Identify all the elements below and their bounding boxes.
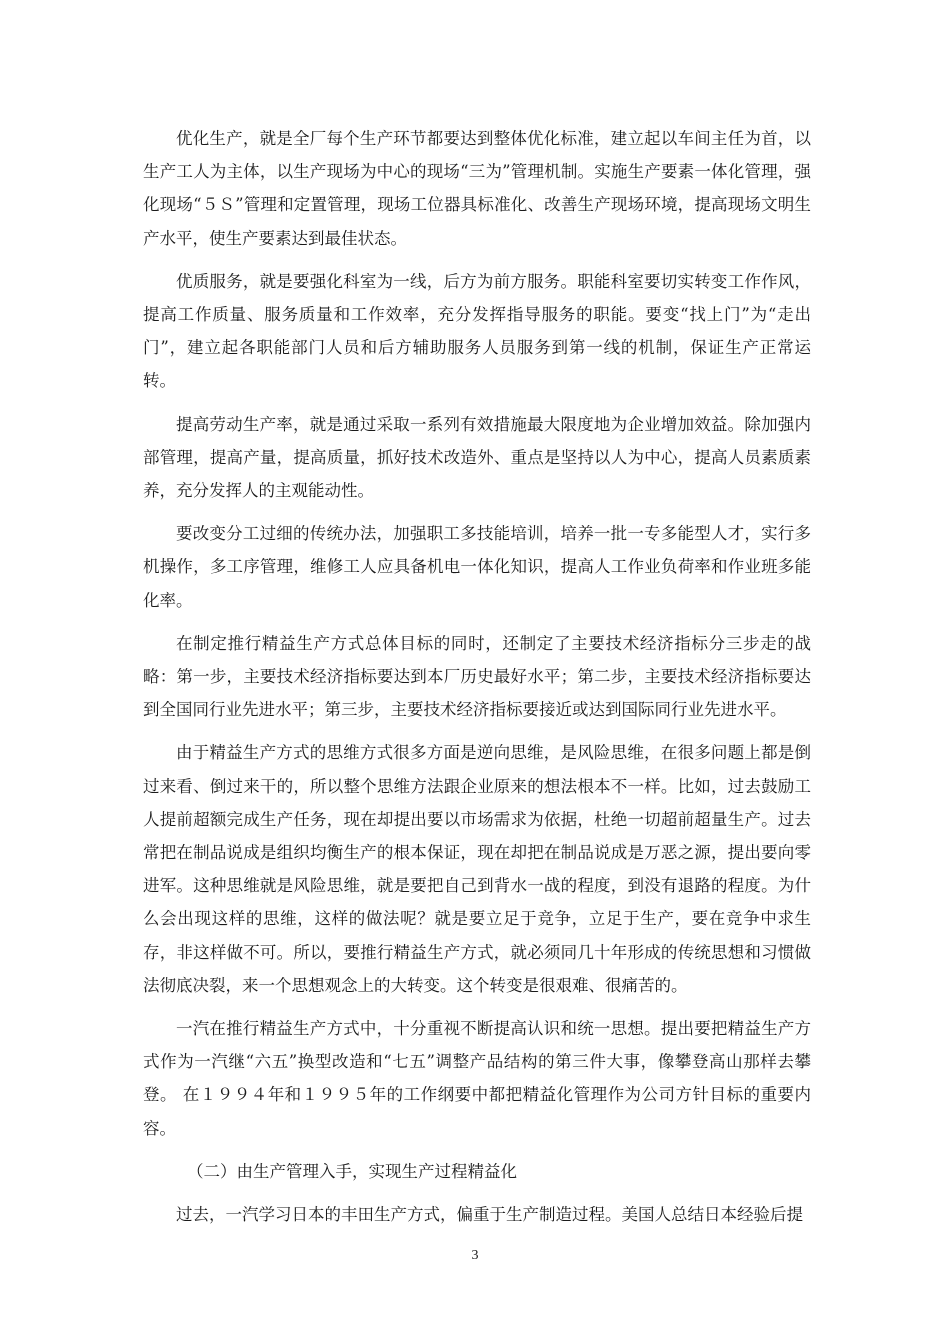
paragraph-toyota-production: 过去，一汽学习日本的丰田生产方式，偏重于生产制造过程。美国人总结日本经验后提 [176, 1205, 803, 1225]
page-number: 3 [471, 1248, 479, 1263]
paragraph-labor-productivity: 提高劳动生产率，就是通过采取一系列有效措施最大限度地为企业增加效益。除加强内部管理，提高产量，提高质量，抓好技术改造外、重点是坚持以人为中心，提高人员素质素养，充分发挥人的主观能动性。 [143, 414, 811, 501]
page-body [143, 122, 811, 1231]
paragraph-unify-thinking: 一汽在推行精益生产方式中，十分重视不断提高认识和统一思想。提出要把精益生产方式作为一汽继“六五”换型改造和“七五”调整产品结构的第三件大事，像攀登高山那样去攀登。 在１９９４年和１９９５年的工作纲要中都把精益化管理作为公司方针目标的重要内容。 [143, 1019, 811, 1138]
paragraph-three-step-strategy: 在制定推行精益生产方式总体目标的同时，还制定了主要技术经济指标分三步走的战略：第一步，主要技术经济指标要达到本厂历史最好水平；第二步，主要技术经济指标要达到全国同行业先进水平；第三步，主要技术经济指标要接近或达到国际同行业先进水平。 [143, 633, 811, 720]
section-heading: （二）由生产管理入手，实现生产过程精益化 [187, 1161, 517, 1181]
paragraph-multi-skill-training: 要改变分工过细的传统办法，加强职工多技能培训，培养一批一专多能型人才，实行多机操作，多工序管理，维修工人应具备机电一体化知识，提高人工作业负荷率和作业班多能化率。 [143, 524, 811, 610]
paragraph-optimize-production: 优化生产，就是全厂每个生产环节都要达到整体优化标准，建立起以车间主任为首，以生产工人为主体，以生产现场为中心的现场“三为”管理机制。实施生产要素一体化管理，强化现场“５Ｓ”管理和定置管理，现场工位器具标准化、改善生产现场环境，提高现场文明生产水平，使生产要素达到最佳状态。 [143, 129, 811, 248]
paragraph-reverse-thinking: 由于精益生产方式的思维方式很多方面是逆向思维，是风险思维，在很多问题上都是倒过来看、倒过来干的，所以整个思维方法跟企业原来的想法根本不一样。比如，过去鼓励工人提前超额完成生产任务，现在却提出要以市场需求为依据，杜绝一切超前超量生产。过去常把在制品说成是组织均衡生产的根本保证，现在却把在制品说成是万恶之源，提出要向零进军。这种思维就是风险思维，就是要把自己到背水一战的程度，到没有退路的程度。为什么会出现这样的思维，这样的做法呢？就是要立足于竞争，立足于生产，要在竞争中求生存，非这样做不可。所以，要推行精益生产方式，就必须同几十年形成的传统思想和习惯做法彻底决裂，来一个思想观念上的大转变。这个转变是很艰难、很痛苦的。 [143, 743, 811, 995]
paragraph-quality-service: 优质服务，就是要强化科室为一线，后方为前方服务。职能科室要切实转变工作作风，提高工作质量、服务质量和工作效率，充分发挥指导服务的职能。要变“找上门”为“走出门”，建立起各职能部门人员和后方辅助服务人员服务到第一线的机制，保证生产正常运转。 [143, 271, 811, 391]
